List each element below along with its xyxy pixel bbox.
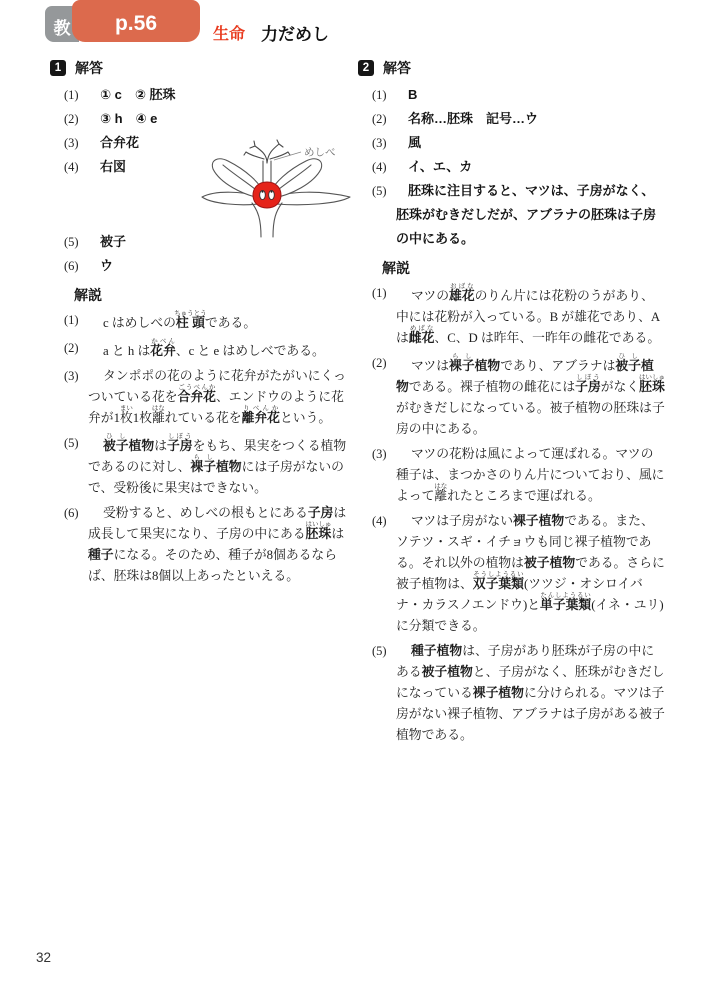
explanation-text xyxy=(103,338,325,358)
ruby-term: 合弁花ごうべんか xyxy=(177,384,216,404)
answer-section xyxy=(358,58,666,746)
text-run: である。また、ソテツ・スギ・イチョウも同じ裸子植物である。それ以外の植物は xyxy=(396,514,654,570)
answer-text xyxy=(408,135,421,150)
text-run: 種子 xyxy=(88,548,114,562)
item-number: (3) xyxy=(64,369,79,383)
explanation-text xyxy=(88,433,347,495)
ruby-term: 雌花めばな xyxy=(408,325,435,345)
text-run: マツは子房がない xyxy=(411,514,513,528)
furigana: まい xyxy=(119,405,133,412)
text-run: に分けられる。マツは子房がない裸子植物、アブラナは子房がある被子植物である。 xyxy=(396,686,665,742)
text-run: は、子房があり胚珠が子房の中にある xyxy=(396,644,655,679)
explanation-text xyxy=(396,644,665,742)
explanation-item xyxy=(50,338,352,362)
explanation-item xyxy=(50,433,352,499)
item-number: (2) xyxy=(372,356,387,370)
furigana: そうしようるい xyxy=(472,571,524,578)
text-run: 植物 xyxy=(215,460,242,474)
explanation-text xyxy=(103,310,257,330)
explanation-item xyxy=(50,310,352,334)
flower-cross-section-icon xyxy=(198,139,356,241)
item-number: (3) xyxy=(372,136,387,150)
text-run: c はめしべの xyxy=(103,316,176,330)
explanation-heading: 解説 xyxy=(74,287,102,303)
text-run: a と h は xyxy=(103,344,151,358)
explanations-list xyxy=(358,283,666,746)
furigana: ちゅうとう xyxy=(174,310,207,317)
text-run: (ツツジ・オシロイバナ・カラスノエンドウ)と xyxy=(396,577,643,612)
explanation-item xyxy=(358,641,666,746)
answer-item xyxy=(358,131,666,155)
explanation-item xyxy=(50,366,352,429)
answer-text xyxy=(408,159,472,174)
answer-item xyxy=(358,83,666,107)
explanation-item xyxy=(358,283,666,349)
text-run: 植物 xyxy=(396,359,654,394)
furigana: ごうべんか xyxy=(177,384,216,391)
text-run: 、c と e はめしべである。 xyxy=(175,344,325,358)
text-run: 植物 xyxy=(474,359,501,373)
item-number: (2) xyxy=(372,112,387,126)
item-number: (3) xyxy=(64,136,79,150)
text-run: である。 xyxy=(204,316,257,330)
furigana: はな xyxy=(151,405,165,412)
explanation-item xyxy=(358,353,666,440)
text-run: のりん片には花粉のうがあり、中には花粉が入っている。B が雄花であり、A は xyxy=(396,289,660,345)
section-number-badge: 2 xyxy=(358,60,374,76)
answer-item xyxy=(358,179,666,251)
text-run: 裸子植物 xyxy=(513,514,565,528)
answer-text xyxy=(408,111,538,126)
explanation-item xyxy=(358,511,666,637)
text-run: 1枚 xyxy=(132,411,152,425)
category-label: 生命 xyxy=(213,26,246,43)
ruby-term: 子房しぼう xyxy=(166,433,193,453)
answer-text xyxy=(396,183,656,246)
ruby-term: 被子ひし xyxy=(615,353,641,373)
furigana: はいしゅ xyxy=(639,374,666,381)
answer-text xyxy=(100,159,126,174)
answer-item xyxy=(50,107,352,131)
furigana: おばな xyxy=(449,283,475,290)
text-run: には子房がないので、受粉後に果実はできない。 xyxy=(88,460,344,495)
text-run: は成長して果実になり、子房の中にある xyxy=(88,506,347,541)
answer-text xyxy=(408,87,417,102)
item-number: (1) xyxy=(64,313,79,327)
answer-section xyxy=(50,58,352,587)
ruby-term: 花弁かべん xyxy=(150,338,176,358)
text-run: マツの xyxy=(411,289,450,303)
furigana: かべん xyxy=(150,338,176,345)
furigana: りべんか xyxy=(241,405,280,412)
text-run: である。裸子植物の雌花には xyxy=(408,380,576,394)
item-number: (5) xyxy=(64,436,79,450)
item-number: (2) xyxy=(64,112,79,126)
ruby-term: 離はな xyxy=(434,483,448,503)
ruby-term: 離弁花りべんか xyxy=(241,405,280,425)
explanation-text xyxy=(396,283,661,345)
answer-item xyxy=(358,107,666,131)
text-run: B xyxy=(408,87,418,102)
text-run: 風 xyxy=(408,135,422,150)
text-run: (イネ・ユリ)に分類できる。 xyxy=(396,598,664,633)
explanation-heading: 解説 xyxy=(382,260,410,276)
answer-item xyxy=(50,83,352,107)
ruby-term: 単子葉類たんしようるい xyxy=(540,592,592,612)
ruby-term: 裸子らし xyxy=(190,454,216,474)
text-run: れている花を xyxy=(164,411,242,425)
text-run: 種子植物 xyxy=(411,644,463,658)
answers-list xyxy=(358,83,666,251)
text-run: になる。そのため、種子が8個あるならば、胚珠は8個以上あったといえる。 xyxy=(88,548,338,583)
answer-text xyxy=(100,135,139,150)
ruby-term: 離はな xyxy=(151,405,165,425)
item-number: (5) xyxy=(64,235,79,249)
text-run: マツの花粉は風によって運ばれる。マツの種子は、まつかさのりん片についており、風によって xyxy=(396,447,665,503)
item-number: (2) xyxy=(64,341,79,355)
ruby-term: 被子ひし xyxy=(103,433,129,453)
text-run: 被子植物 xyxy=(523,556,576,570)
answers-heading: 解答 xyxy=(75,60,103,76)
text-run: れたところまで運ばれる。 xyxy=(447,489,601,503)
right-column xyxy=(358,58,666,750)
text-run: イ、エ、カ xyxy=(408,159,473,174)
page-title: 力だめし xyxy=(261,25,329,44)
item-number: (1) xyxy=(64,88,79,102)
item-number: (1) xyxy=(372,286,387,300)
explanation-text xyxy=(88,369,346,425)
text-run: をもち、果実をつくる植物であるのに対し、 xyxy=(88,439,347,474)
flower-diagram xyxy=(198,139,356,241)
item-number: (5) xyxy=(372,644,387,658)
ruby-term: 子房しぼう xyxy=(575,374,601,394)
left-column xyxy=(50,58,352,591)
explanation-text xyxy=(396,353,666,436)
item-number: (3) xyxy=(372,447,387,461)
item-number: (5) xyxy=(372,184,387,198)
furigana: しぼう xyxy=(166,433,193,440)
text-run: は xyxy=(331,527,345,541)
ovary-shape xyxy=(253,182,281,208)
answers-heading: 解答 xyxy=(383,60,411,76)
ruby-term: 胚珠はいしゅ xyxy=(305,521,332,541)
text-run: 受粉すると、めしべの根もとにある xyxy=(103,506,308,520)
text-run: がなく xyxy=(600,380,640,394)
item-number: (4) xyxy=(372,514,387,528)
answer-text xyxy=(100,234,126,249)
item-number: (4) xyxy=(64,160,79,174)
explanation-item xyxy=(50,503,352,587)
ruby-term: 枚まい xyxy=(119,405,133,425)
furigana: はな xyxy=(434,483,448,490)
text-run: 被子 xyxy=(100,234,127,249)
text-run: ③ h ④ e xyxy=(100,111,158,126)
text-run: と、子房がなく、胚珠がむきだしになっている xyxy=(396,665,665,700)
text-run: 子房 xyxy=(307,506,334,520)
furigana: らし xyxy=(449,353,475,360)
text-run: ① c ② 胚珠 xyxy=(100,87,176,102)
text-run: 名称…胚珠 記号…ウ xyxy=(408,111,539,126)
item-number: (4) xyxy=(372,160,387,174)
page-number: 32 xyxy=(36,950,52,965)
section-header xyxy=(50,58,352,78)
furigana: めばな xyxy=(408,325,435,332)
ruby-term: 柱頭ちゅうとう xyxy=(174,310,207,330)
furigana: しぼう xyxy=(575,374,601,381)
text-run: 、C、D は昨年、一昨年の雌花である。 xyxy=(434,331,661,345)
explanation-item xyxy=(358,444,666,507)
section-header xyxy=(358,58,666,78)
explanation-text xyxy=(396,447,664,503)
item-number: (6) xyxy=(64,506,79,520)
text-run: 胚珠に注目すると、マツは、子房がなく、胚珠がむきだしだが、アブラナの胚珠は子房の中にある。 xyxy=(396,183,657,246)
text-run: タンポポの花のように花弁がたがいにくっついている花を xyxy=(88,369,346,404)
text-run: は xyxy=(154,439,167,453)
text-run: がむきだしになっている。被子植物の胚珠は子房の中にある。 xyxy=(396,401,665,436)
furigana: ひし xyxy=(103,433,129,440)
answer-text xyxy=(100,258,113,273)
text-run: 植物 xyxy=(128,439,155,453)
explanation-text xyxy=(88,506,346,583)
text-run: 右図 xyxy=(100,159,127,174)
furigana: ひし xyxy=(615,353,641,360)
section-number-badge: 1 xyxy=(50,60,66,76)
answer-item xyxy=(358,155,666,179)
text-run: マツは xyxy=(411,359,450,373)
answer-item xyxy=(50,254,352,278)
furigana: はいしゅ xyxy=(305,521,332,528)
text-run: という。 xyxy=(279,411,332,425)
ruby-term: 雄花おばな xyxy=(449,283,475,303)
ruby-term: 裸子らし xyxy=(449,353,475,373)
text-run: 裸子植物 xyxy=(472,686,524,700)
item-number: (1) xyxy=(372,88,387,102)
answer-text xyxy=(100,87,175,102)
explanation-text xyxy=(396,514,665,633)
textbook-tab-label: 教 xyxy=(53,19,71,38)
text-run: 合弁花 xyxy=(100,135,140,150)
pistil-label: めしべ xyxy=(304,146,336,159)
furigana: たんしようるい xyxy=(540,592,592,599)
ruby-term: 双子葉類そうしようるい xyxy=(472,571,524,591)
page-ref-badge xyxy=(72,0,200,42)
item-number: (6) xyxy=(64,259,79,273)
explanations-list xyxy=(50,310,352,587)
page-ref-label: p.56 xyxy=(114,11,158,35)
answer-text xyxy=(100,111,157,126)
text-run: である。さらに被子植物は、 xyxy=(396,556,665,591)
furigana: らし xyxy=(190,454,216,461)
text-run: 被子植物 xyxy=(421,665,473,679)
ruby-term: 胚珠はいしゅ xyxy=(639,374,666,394)
text-run: ウ xyxy=(100,258,114,273)
text-run: であり、アブラナは xyxy=(500,359,616,373)
text-run: 、エンドウのように花弁が1 xyxy=(88,390,344,425)
